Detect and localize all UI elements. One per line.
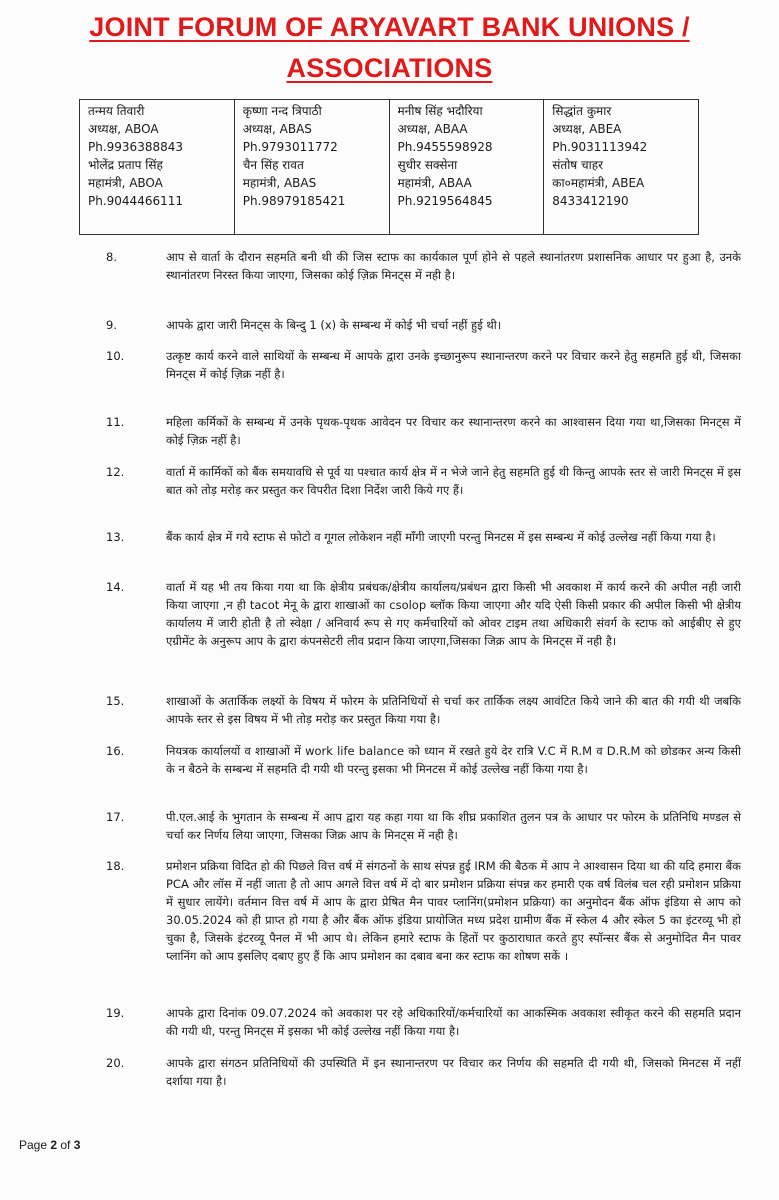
president-title: अध्यक्ष, ABAS (242, 122, 312, 136)
item-text: आपके द्वारा जारी मिनट्स के बिन्दु 1 (x) के सम्बन्ध में कोई भी चर्चा नहीं हुई थी। (166, 318, 502, 332)
item-text: प्रमोशन प्रक्रिया विदित हो की पिछले वित्त वर्ष में संगठनों के साथ संपन्न हुई IRM की बैठक में आप ने आश्वासन दिया था की यदि हमारा बैंक PCA और लॉस में नहीं जाता है तो आप अगले वित्त वर्ष में दो बार प्रमोशन प्रक्रिया संपन्न कर हमारी एक वर्ष विलंब चल रही प्रमोशन प्रक्रिया में सुधार लायेंगे। वर्तमान वित्त वर्ष में आप के द्वारा प्रेषित मैन पावर प्लानिंग(प्रमोशन प्रक्रिया) का अनुमोदन बैंक ऑफ इंडिया से आप को 30.05.2024 को ही प्राप्त हो गया है और बैंक ऑफ इंडिया प्रायोजित मध्य प्रदेश ग्रामीण बैंक में स्केल 4 और स्केल 5 का इंटरव्यू भी हो चुका है, जिसके इंटरव्यू पैनल में भी आप थे। लेकिन हमारे स्टाफ के हितों पर कुठाराघात करते हुए स्पॉन्सर बैंक से अनुमोदित मैन पावर प्लानिंग को आप इसलिए दबाए हुए हैं कि आप प्रमोशन का दबाव बना कर स्टाफ का शोषण सकें । (166, 859, 741, 963)
item-number: 16. (106, 744, 125, 758)
president-name: कृष्णा नन्द त्रिपाठी (242, 104, 322, 118)
secretary-name: भोलेंद्र प्रताप सिंह (88, 158, 163, 172)
secretary-phone: Ph.9044466111 (88, 194, 184, 208)
item-number: 10. (106, 349, 125, 363)
secretary-name: सुधीर सक्सेना (397, 158, 458, 172)
secretary-phone: 8433412190 (552, 194, 629, 208)
item-number: 14. (106, 580, 125, 594)
bearer-cell-abas (234, 100, 389, 235)
item-number: 15. (106, 694, 125, 708)
secretary-title: महामंत्री, ABOA (88, 176, 163, 190)
secretary-phone: Ph.9219564845 (397, 194, 493, 208)
secretary-name: संतोष चाहर (552, 158, 604, 172)
president-title: अध्यक्ष, ABEA (552, 122, 622, 136)
item-text: शाखाओं के अतार्किक लक्ष्यों के विषय में फोरम के प्रतिनिधियों से चर्चा कर तार्किक लक्ष्य आवंटित किये जाने की बात की गयी थी जबकि आपके स्तर से इस विषय में भी तोड़ मरोड़ कर प्रस्तुत किया गया है। (166, 694, 741, 726)
secretary-title: महामंत्री, ABAA (397, 176, 472, 190)
item-number: 18. (106, 859, 125, 873)
president-phone: Ph.9455598928 (397, 140, 493, 154)
secretary-title: महामंत्री, ABAS (242, 176, 317, 190)
item-text: पी.एल.आई के भुगतान के सम्बन्ध में आप द्वारा यह कहा गया था कि शीघ्र प्रकाशित तुलन पत्र के आधार पर फोरम के प्रतिनिधि मण्डल से चर्चा कर निर्णय लिया जाएगा, जिसका जिक्र आप के मिनट्स में नही है। (166, 810, 741, 842)
president-title: अध्यक्ष, ABOA (88, 122, 159, 136)
item-number: 8. (106, 250, 117, 264)
bearer-cell-aboa (80, 100, 235, 235)
current-page: 2 (50, 1138, 58, 1152)
president-phone: Ph.9793011772 (242, 140, 338, 154)
item-number: 12. (106, 465, 125, 479)
item-number: 13. (106, 530, 125, 544)
item-text: नियत्रक कार्यालयों व शाखाओं में work life balance को ध्यान में रखते हुये देर रात्रि V.C में R.M व D.R.M को छोडकर अन्य किसी के न बैठने के सम्बन्ध में सहमति दी गयी थी परन्तु इसका भी मिनटस में कोई उल्लेख नहीं किया गया है। (166, 744, 741, 776)
item-text: उत्कृष्ट कार्य करने वाले साथियों के सम्बन्ध में आपके द्वारा उनके इच्छानुरूप स्थानान्तरण करने पर विचार करने हेतु सहमति हुई थी, जिसका मिनट्स में कोई ज़िक्र नहीं है। (166, 349, 741, 381)
item-text: वार्ता में यह भी तय किया गया था कि क्षेत्रीय प्रबंधक/क्षेत्रीय कार्यालय/प्रबंधन द्वारा किसी भी अवकाश में कार्य करने की अपील नही जारी किया जाएगा ,न ही tacot मेनू के द्वारा शाखाओं का csolop ब्लॉक किया जाएगा और यदि ऐसी किसी प्रकार की अपील किसी भी क्षेत्रीय कार्यालय में जारी होती है तो स्वेक्षा / अनिवार्य रूप से गए कर्मचारियों को ओवर टाइम तथा अधिकारी संवर्ग के स्टाफ को आईबीए से हुए एग्रीमेंट के अनुरूप आप के द्वारा कंपनसेटरी लीव प्रदान किया जाएगा,जिसका जिक्र आप के मिनट्स में नही है। (166, 580, 741, 648)
bearer-cell-abaa (389, 100, 544, 235)
president-name: सिद्धांत कुमार (552, 104, 612, 118)
bearer-cell-abea (544, 100, 699, 235)
president-title: अध्यक्ष, ABAA (397, 122, 468, 136)
item-text: आप से वार्ता के दौरान सहमति बनी थी की जिस स्टाफ का कार्यकाल पूर्ण होने से पहले स्थानांतरण प्रशासनिक आधार पर हुआ है, उनके स्थानांतरण निरस्त किया जाएगा, जिसका कोई ज़िक्र मिनट्स में नही है। (166, 250, 741, 282)
secretary-name: चैन सिंह रावत (242, 158, 304, 172)
item-text: महिला कर्मिकों के सम्बन्ध में उनके पृथक-पृथक आवेदन पर विचार कर स्थानान्तरण करने का आश्वासन दिया गया था,जिसका मिनट्स में कोई ज़िक्र नहीं है। (166, 415, 741, 447)
item-text: आपके द्वारा संगठन प्रतिनिधियों की उपस्थिति में इन स्थानान्तरण पर विचार कर निर्णय की सहमति दी गयी थी, जिसको मिनटस में नहीं दर्शाया गया है। (166, 1056, 741, 1088)
president-name: तन्मय तिवारी (88, 104, 145, 118)
secretary-title: का०महामंत्री, ABEA (552, 176, 645, 190)
item-number: 19. (106, 1006, 125, 1020)
item-text: आपके द्वारा दिनांक 09.07.2024 को अवकाश पर रहे अधिकारियों/कर्मचारियों का आकस्मिक अवकाश स्वीकृत करने की सहमति प्रदान की गयी थी, परन्तु मिनट्स में इसका भी कोई उल्लेख नहीं किया गया है। (166, 1006, 741, 1038)
item-text: बैंक कार्य क्षेत्र में गये स्टाफ से फोटो व गूगल लोकेशन नहीं माँगी जाएगी परन्तु मिनटस में इस सम्बन्ध में कोई उल्लेख नहीं किया गया है। (166, 530, 716, 544)
item-number: 9. (106, 318, 117, 332)
page-label: Page (19, 1138, 51, 1152)
item-number: 11. (106, 415, 125, 429)
item-text: वार्ता में कार्मिकों को बैंक समयावधि से पूर्व या पश्चात कार्य क्षेत्र में न भेजे जाने हेतु सहमति हुई थी किन्तु आपके स्तर से जारी मिनट्स में इस बात को तोड़ मरोड़ कर प्रस्तुत कर विपरीत दिशा निर्देश जारी किये गए हैं। (166, 465, 741, 497)
page-number-footer (19, 1138, 80, 1152)
president-phone: Ph.9936388843 (88, 140, 184, 154)
president-name: मनीष सिंह भदौरिया (397, 104, 483, 118)
president-phone: Ph.9031113942 (552, 140, 648, 154)
page-of-label: of (57, 1138, 74, 1152)
letterhead-title-line2: ASSOCIATIONS (286, 53, 493, 83)
item-number: 20. (106, 1056, 125, 1070)
secretary-phone: Ph.98979185421 (242, 194, 346, 208)
letterhead-title-line1: JOINT FORUM OF ARYAVART BANK UNIONS / (89, 12, 690, 42)
office-bearers-table (79, 99, 699, 235)
total-pages: 3 (73, 1138, 81, 1152)
item-number: 17. (106, 810, 125, 824)
